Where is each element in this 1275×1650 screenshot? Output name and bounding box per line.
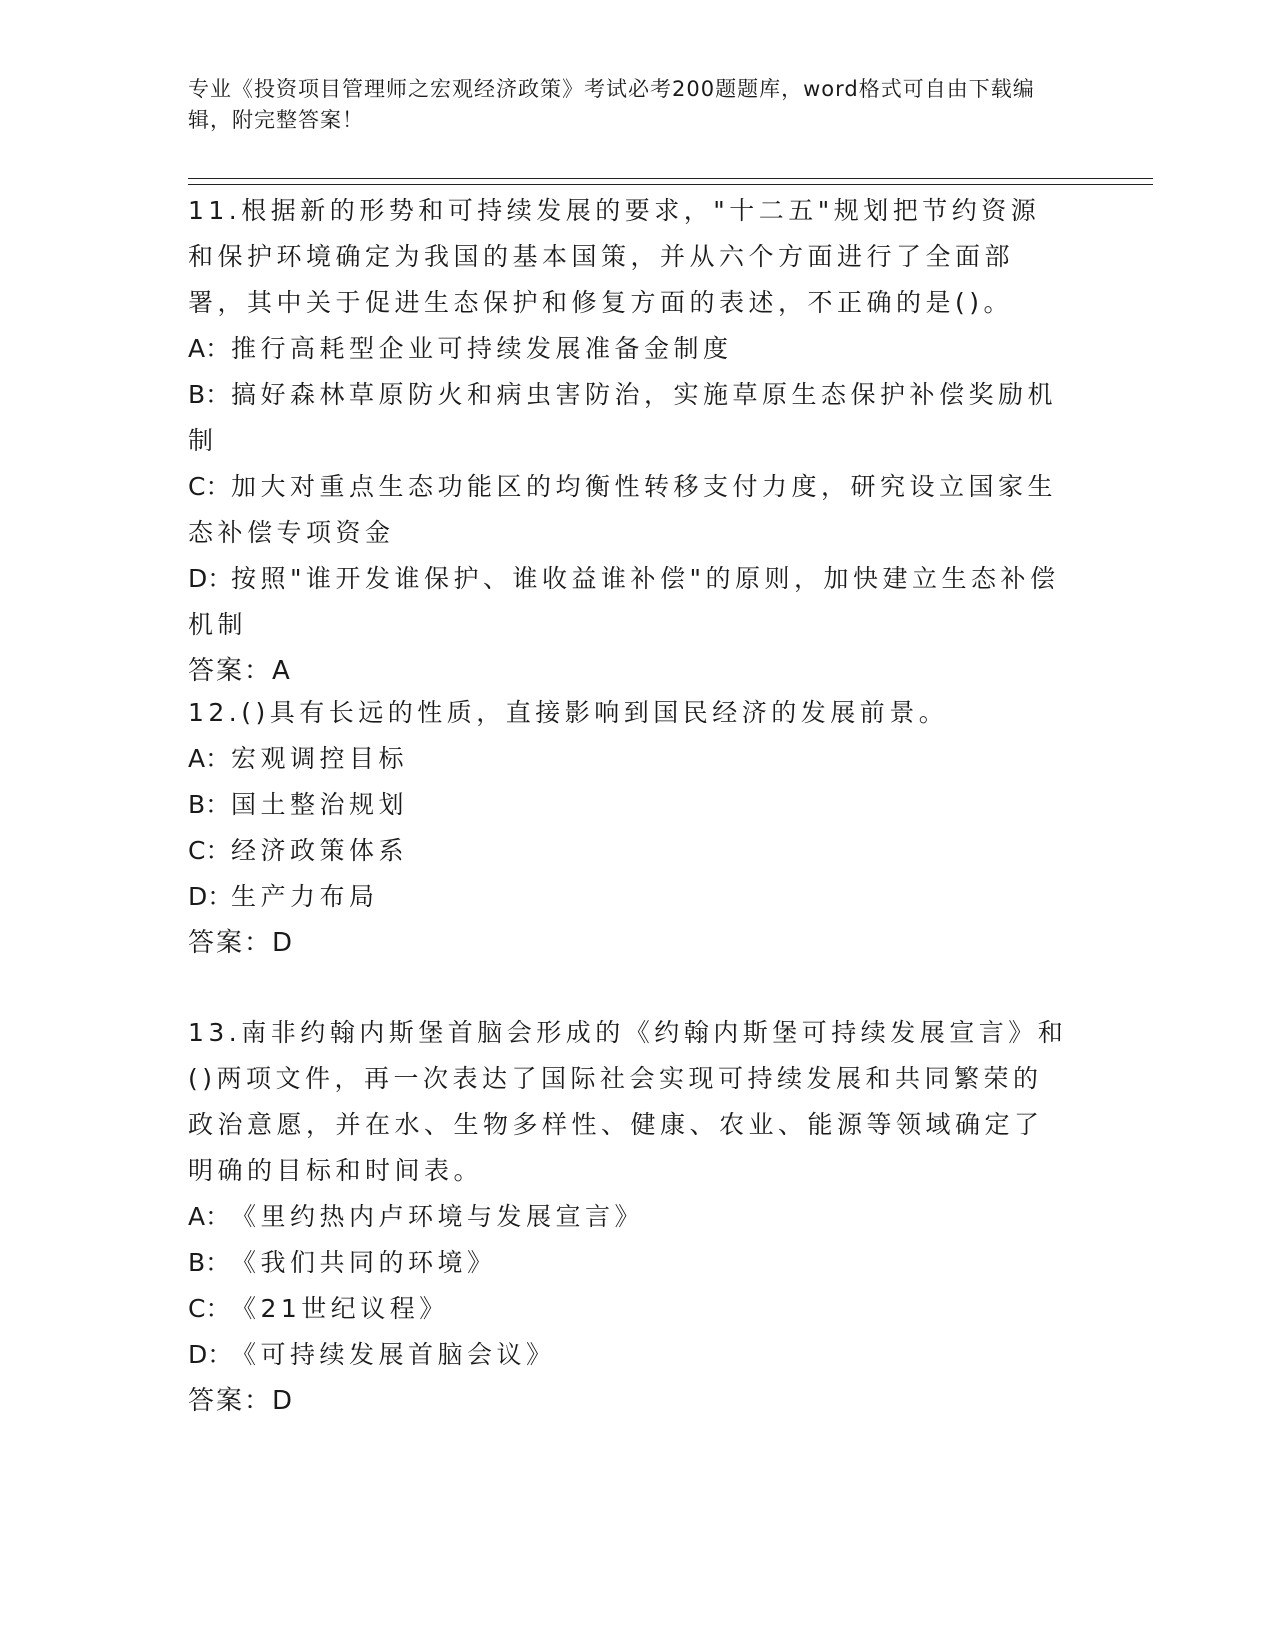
question-stem: 13.南非约翰内斯堡首脑会形成的《约翰内斯堡可持续发展宣言》和()两项文件，再一次表达了国际社会实现可持续发展和共同繁荣的政治意愿，并在水、生物多样性、健康、农业、能源等领域确定了明确的目标和时间表。 <box>188 1018 1068 1185</box>
answer-line: 答案：D <box>188 1386 295 1416</box>
answer-line: 答案：A <box>188 656 292 686</box>
option-text: 《里约热内卢环境与发展宣言》 <box>231 1202 645 1231</box>
option-key: C： <box>188 472 231 501</box>
option-a <box>188 326 1068 372</box>
option-key: A： <box>188 334 231 363</box>
option-c <box>188 1286 1068 1332</box>
option-key: D： <box>188 882 233 911</box>
option-key: A： <box>188 1202 231 1231</box>
option-d <box>188 556 1068 648</box>
option-key: B： <box>188 380 231 409</box>
option-d <box>188 1332 1068 1378</box>
question-12 <box>188 690 1068 966</box>
option-text: 《可持续发展首脑会议》 <box>231 1340 556 1369</box>
question-13 <box>188 1010 1068 1424</box>
option-b <box>188 782 1068 828</box>
question-stem: 11.根据新的形势和可持续发展的要求，"十二五"规划把节约资源和保护环境确定为我国的基本国策，并从六个方面进行了全面部署，其中关于促进生态保护和修复方面的表述，不正确的是()。 <box>188 196 1041 317</box>
option-c <box>188 828 1068 874</box>
option-text: 推行高耗型企业可持续发展准备金制度 <box>231 334 733 363</box>
option-text: 宏观调控目标 <box>231 744 409 773</box>
option-key: D： <box>188 1340 233 1369</box>
option-d <box>188 874 1068 920</box>
option-text: 经济政策体系 <box>231 836 409 865</box>
question-stem: 12.()具有长远的性质，直接影响到国民经济的发展前景。 <box>188 698 949 727</box>
question-11 <box>188 188 1068 694</box>
option-a <box>188 1194 1068 1240</box>
option-key: D： <box>188 564 233 593</box>
option-text: 国土整治规划 <box>231 790 409 819</box>
option-c <box>188 464 1068 556</box>
option-a <box>188 736 1068 782</box>
option-key: B： <box>188 1248 231 1277</box>
option-b <box>188 1240 1068 1286</box>
header-divider-bottom <box>188 184 1153 185</box>
option-key: A： <box>188 744 231 773</box>
option-b <box>188 372 1068 464</box>
option-text: 生产力布局 <box>231 882 379 911</box>
answer-line: 答案：D <box>188 928 295 958</box>
option-text: 按照"谁开发谁保护、谁收益谁补偿"的原则，加快建立生态补偿机制 <box>188 564 1060 639</box>
option-key: C： <box>188 1294 231 1323</box>
option-text: 《21世纪议程》 <box>231 1294 449 1323</box>
option-text: 搞好森林草原防火和病虫害防治，实施草原生态保护补偿奖励机制 <box>188 380 1058 455</box>
option-key: C： <box>188 836 231 865</box>
option-key: B： <box>188 790 231 819</box>
option-text: 加大对重点生态功能区的均衡性转移支付力度，研究设立国家生态补偿专项资金 <box>188 472 1058 547</box>
header-divider-top <box>188 178 1153 179</box>
option-text: 《我们共同的环境》 <box>231 1248 497 1277</box>
document-header: 专业《投资项目管理师之宏观经济政策》考试必考200题题库，word格式可自由下载编辑，附完整答案！ <box>188 77 1035 132</box>
